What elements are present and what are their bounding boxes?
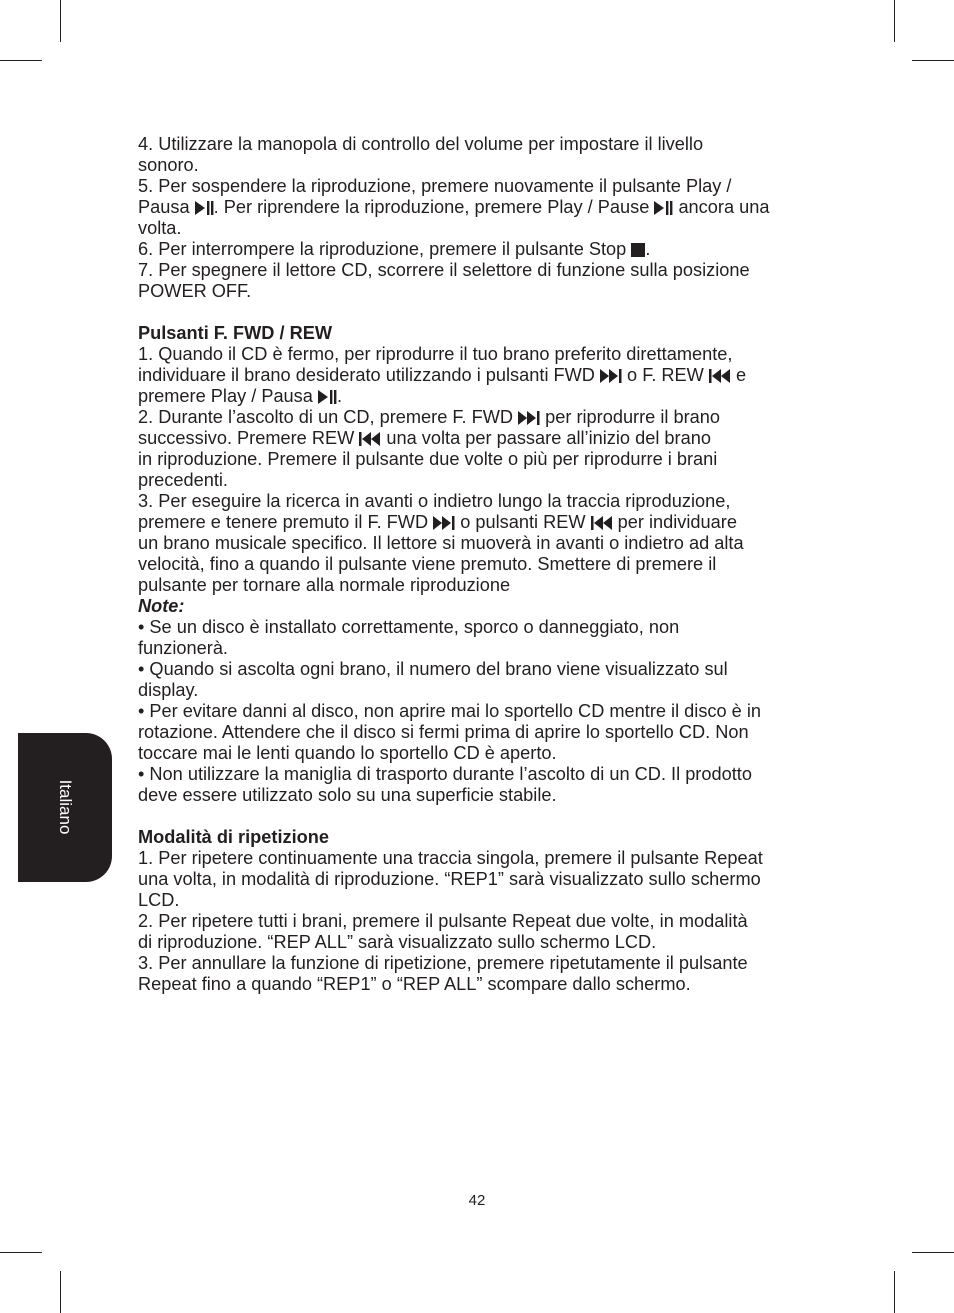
text-run: 7. Per spegnere il lettore CD, scorrere il selettore di funzione sulla posizione [138,260,750,280]
paragraph-gap [138,806,820,827]
text-line [138,197,820,218]
text-run: una volta per passare all’inizio del brano [381,428,711,448]
section-heading [138,827,820,848]
text-run: 5. Per sospendere la riproduzione, premere nuovamente il pulsante Play / [138,176,732,196]
text-run: individuare il brano desiderato utilizzando i pulsanti FWD [138,365,600,385]
text-run: 4. Utilizzare la manopola di controllo del volume per impostare il livello [138,134,704,154]
text-run: di riproduzione. “REP ALL” sarà visualizzato sullo schermo LCD. [138,932,657,952]
crop-mark [912,1252,954,1253]
text-line [138,344,820,365]
text-line [138,428,820,449]
text-line [138,239,820,260]
text-line [138,491,820,512]
play-pause-icon [318,390,337,404]
text-line [138,176,820,197]
text-run: volta. [138,218,182,238]
text-line [138,260,820,281]
play-pause-icon [195,201,214,215]
text-run: funzionerà. [138,638,228,658]
text-line [138,785,820,806]
play-pause-icon [654,201,673,215]
text-line [138,701,820,722]
text-run: Repeat fino a quando “REP1” o “REP ALL” scompare dallo schermo. [138,974,691,994]
text-run: 3. Per eseguire la ricerca in avanti o indietro lungo la traccia riproduzione, [138,491,731,511]
text-run: • Se un disco è installato correttamente, sporco o danneggiato, non [138,617,680,637]
text-line [138,449,820,470]
text-line [138,365,820,386]
text-line [138,911,820,932]
crop-mark [912,60,954,61]
text-run: Note: [138,596,185,616]
text-run: pulsante per tornare alla normale riproduzione [138,575,511,595]
skip-back-icon [709,369,731,383]
crop-mark [894,0,895,42]
crop-mark [0,1252,42,1253]
text-line [138,953,820,974]
text-run: . [336,386,343,406]
text-run: velocità, fino a quando il pulsante viene premuto. Smettere di premere il [138,554,717,574]
skip-forward-icon [518,411,540,425]
text-run: successivo. Premere REW [138,428,360,448]
text-line [138,281,820,302]
crop-mark [0,60,42,61]
text-run: 2. Durante l’ascolto di un CD, premere F. FWD [138,407,519,427]
text-run: POWER OFF. [138,281,252,301]
text-run: 1. Per ripetere continuamente una traccia singola, premere il pulsante Repeat [138,848,763,868]
language-tab [18,733,112,882]
text-run: display. [138,680,199,700]
text-run: 1. Quando il CD è fermo, per riprodurre il tuo brano preferito direttamente, [138,344,733,364]
text-run: Modalità di ripetizione [138,827,329,847]
stop-icon [631,243,645,257]
text-line [138,743,820,764]
text-line [138,932,820,953]
text-run: rotazione. Attendere che il disco si fermi prima di aprire lo sportello CD. Non [138,722,749,742]
page-body [138,134,820,995]
text-run: . Per riprendere la riproduzione, premere Play / Pause [213,197,655,217]
text-run: o F. REW [622,365,709,385]
text-line [138,386,820,407]
skip-back-icon [359,432,381,446]
language-tab-label: Italiano [56,779,75,835]
text-line [138,638,820,659]
text-line [138,407,820,428]
text-line [138,533,820,554]
text-run: o pulsanti REW [455,512,591,532]
text-run: in riproduzione. Premere il pulsante due volte o più per riprodurre i brani [138,449,718,469]
text-run: Pulsanti F. FWD / REW [138,323,332,343]
text-run: • Quando si ascolta ogni brano, il numero del brano viene visualizzato sul [138,659,728,679]
text-line [138,890,820,911]
text-line [138,134,820,155]
text-line [138,848,820,869]
text-line [138,470,820,491]
text-line [138,869,820,890]
text-line [138,575,820,596]
text-run: deve essere utilizzato solo su una superficie stabile. [138,785,557,805]
skip-back-icon [591,516,613,530]
crop-mark [894,1271,895,1313]
text-line [138,764,820,785]
text-run: una volta, in modalità di riproduzione. “REP1” sarà visualizzato sullo schermo [138,869,761,889]
note-heading [138,596,820,617]
text-line [138,155,820,176]
text-line [138,554,820,575]
text-run: per riprodurre il brano [540,407,720,427]
text-line [138,218,820,239]
paragraph-gap [138,302,820,323]
text-run: • Non utilizzare la maniglia di trasporto durante l’ascolto di un CD. Il prodotto [138,764,752,784]
text-line [138,722,820,743]
text-run: ancora una [673,197,770,217]
text-run: sonoro. [138,155,199,175]
text-run: 2. Per ripetere tutti i brani, premere il pulsante Repeat due volte, in modalità [138,911,748,931]
text-line [138,512,820,533]
text-run: precedenti. [138,470,228,490]
text-run: Pausa [138,197,195,217]
text-run: . [645,239,651,259]
crop-mark [60,1271,61,1313]
text-run: per individuare [612,512,737,532]
section-heading [138,323,820,344]
text-run: 6. Per interrompere la riproduzione, premere il pulsante Stop [138,239,632,259]
text-line [138,680,820,701]
text-run: un brano musicale specifico. Il lettore si muoverà in avanti o indietro ad alta [138,533,744,553]
text-run: toccare mai le lenti quando lo sportello CD è aperto. [138,743,557,763]
skip-forward-icon [600,369,622,383]
page-number: 42 [468,1192,486,1209]
text-run: LCD. [138,890,180,910]
text-run: • Per evitare danni al disco, non aprire mai lo sportello CD mentre il disco è in [138,701,762,721]
text-run: e [730,365,747,385]
text-run: premere e tenere premuto il F. FWD [138,512,434,532]
text-run: 3. Per annullare la funzione di ripetizione, premere ripetutamente il pulsante [138,953,748,973]
text-run: premere Play / Pausa [138,386,318,406]
skip-forward-icon [433,516,455,530]
text-line [138,974,820,995]
crop-mark [60,0,61,42]
text-line [138,617,820,638]
text-line [138,659,820,680]
